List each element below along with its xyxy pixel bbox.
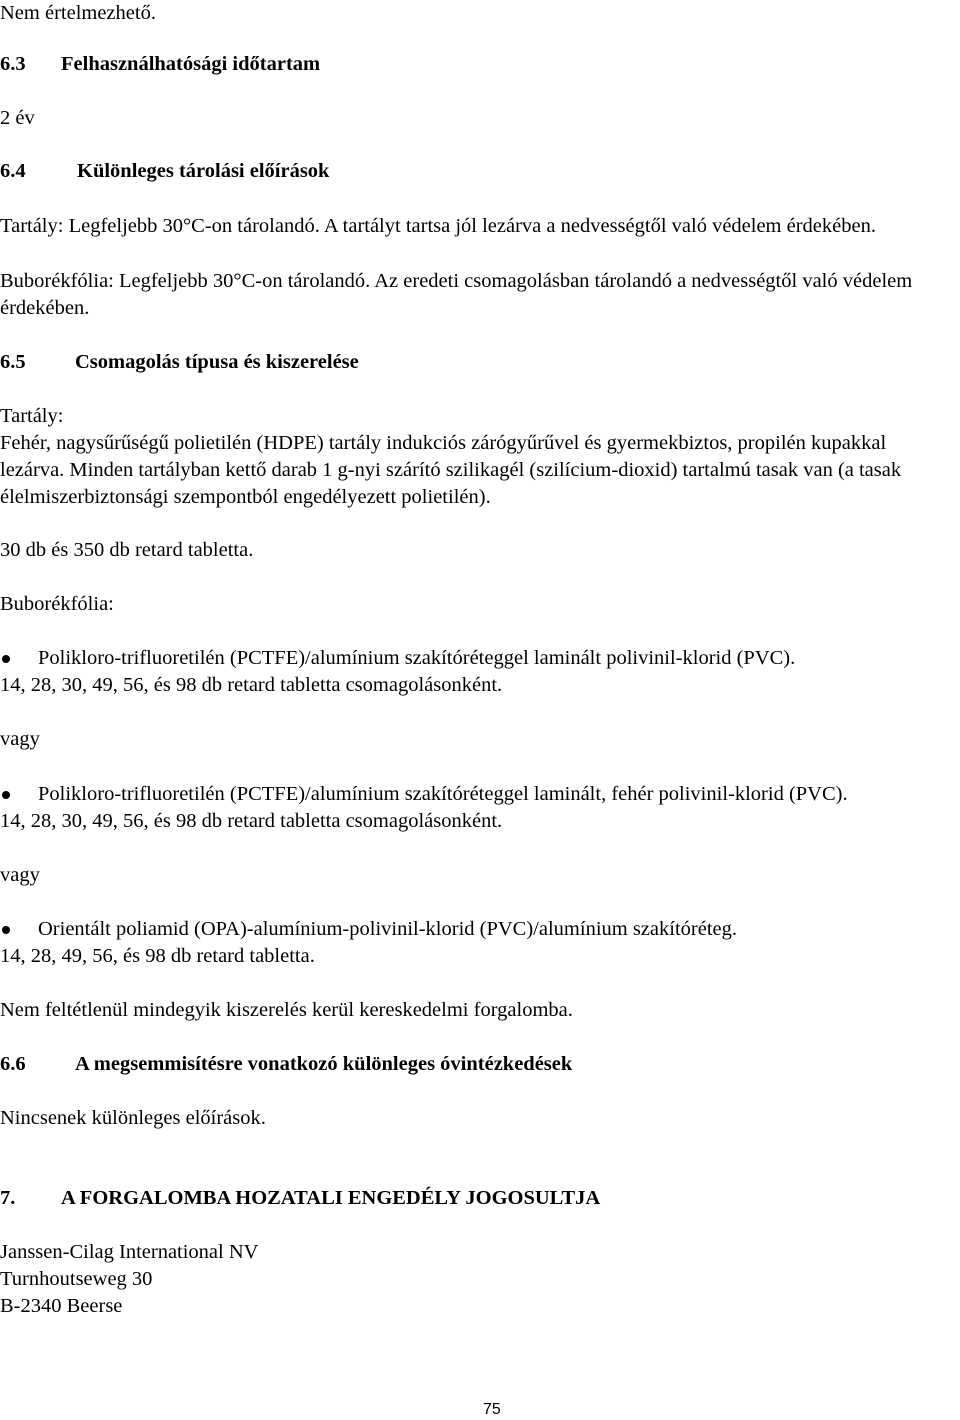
bullet-icon: [2, 655, 10, 663]
address-line: Janssen-Cilag International NV: [0, 1241, 259, 1263]
section-number: 6.3: [0, 53, 26, 75]
blister-label: Buborékfólia:: [0, 593, 114, 615]
address-line: Turnhoutseweg 30: [0, 1268, 153, 1290]
section-title: Csomagolás típusa és kiszerelése: [75, 351, 359, 373]
section-6-3-heading: [0, 51, 940, 78]
container-count: 30 db és 350 db retard tabletta.: [0, 539, 254, 561]
address-line: B-2340 Beerse: [0, 1295, 123, 1317]
section-number: 6.6: [0, 1053, 26, 1075]
bullet-icon: [2, 791, 10, 799]
list-item-text: Polikloro-trifluoretilén (PCTFE)/alumínium szakítóréteggel laminált, fehér polivinil-klorid (PVC).: [38, 783, 848, 805]
section-7-heading: [0, 1185, 940, 1212]
container-label: Tartály:: [0, 405, 64, 427]
disposal-text: Nincsenek különleges előírások.: [0, 1107, 266, 1129]
section-6-5-heading: [0, 349, 940, 376]
section-title: A megsemmisítésre vonatkozó különleges óvintézkedések: [75, 1053, 573, 1075]
section-6-6-heading: [0, 1051, 940, 1078]
section-title: Felhasználhatósági időtartam: [61, 53, 321, 75]
bullet-icon: [2, 926, 10, 934]
list-item-detail: 14, 28, 30, 49, 56, és 98 db retard tabletta csomagolásonként.: [0, 674, 503, 696]
section-number: 6.4: [0, 160, 26, 182]
list-item: [0, 781, 940, 808]
list-item-detail: 14, 28, 49, 56, és 98 db retard tabletta.: [0, 945, 315, 967]
list-item-detail: 14, 28, 30, 49, 56, és 98 db retard tabletta csomagolásonként.: [0, 810, 503, 832]
list-item-text: Orientált poliamid (OPA)-alumínium-polivinil-klorid (PVC)/alumínium szakítóréteg.: [38, 918, 737, 940]
intro-line: Nem értelmezhető.: [0, 2, 156, 24]
section-title: A FORGALOMBA HOZATALI ENGEDÉLY JOGOSULTJA: [61, 1187, 601, 1209]
storage-blister-text: Buborékfólia: Legfeljebb 30°C-on tárolandó. Az eredeti csomagolásban tárolandó a nedvességtől való védelem érdekében.: [0, 270, 913, 319]
section-number: 7.: [0, 1187, 16, 1209]
section-6-4-heading: [0, 158, 940, 185]
shelf-life-text: 2 év: [0, 107, 35, 129]
container-description: Fehér, nagysűrűségű polietilén (HDPE) tartály indukciós zárógyűrűvel és gyermekbiztos, propilén kupakkal lezárva. Minden tartályban kettő darab 1 g-nyi szárító szilikagél (szilícium-dioxid) tartalmú tasak van (a tasak élelmiszerbiztonsági szempontból engedélyezett polietilén).: [0, 432, 902, 508]
or-separator: vagy: [0, 728, 40, 750]
list-item-text: Polikloro-trifluoretilén (PCTFE)/alumínium szakítóréteggel laminált polivinil-klorid (PVC).: [38, 647, 796, 669]
list-item: [0, 916, 940, 943]
list-item: [0, 645, 940, 672]
availability-note: Nem feltétlenül mindegyik kiszerelés kerül kereskedelmi forgalomba.: [0, 999, 573, 1021]
storage-container-text: Tartály: Legfeljebb 30°C-on tárolandó. A tartályt tartsa jól lezárva a nedvességtől való védelem érdekében.: [0, 215, 876, 237]
holder-address: [0, 1239, 940, 1320]
page-number: 75: [483, 1401, 501, 1418]
section-title: Különleges tárolási előírások: [77, 160, 330, 182]
section-number: 6.5: [0, 351, 26, 373]
or-separator: vagy: [0, 864, 40, 886]
